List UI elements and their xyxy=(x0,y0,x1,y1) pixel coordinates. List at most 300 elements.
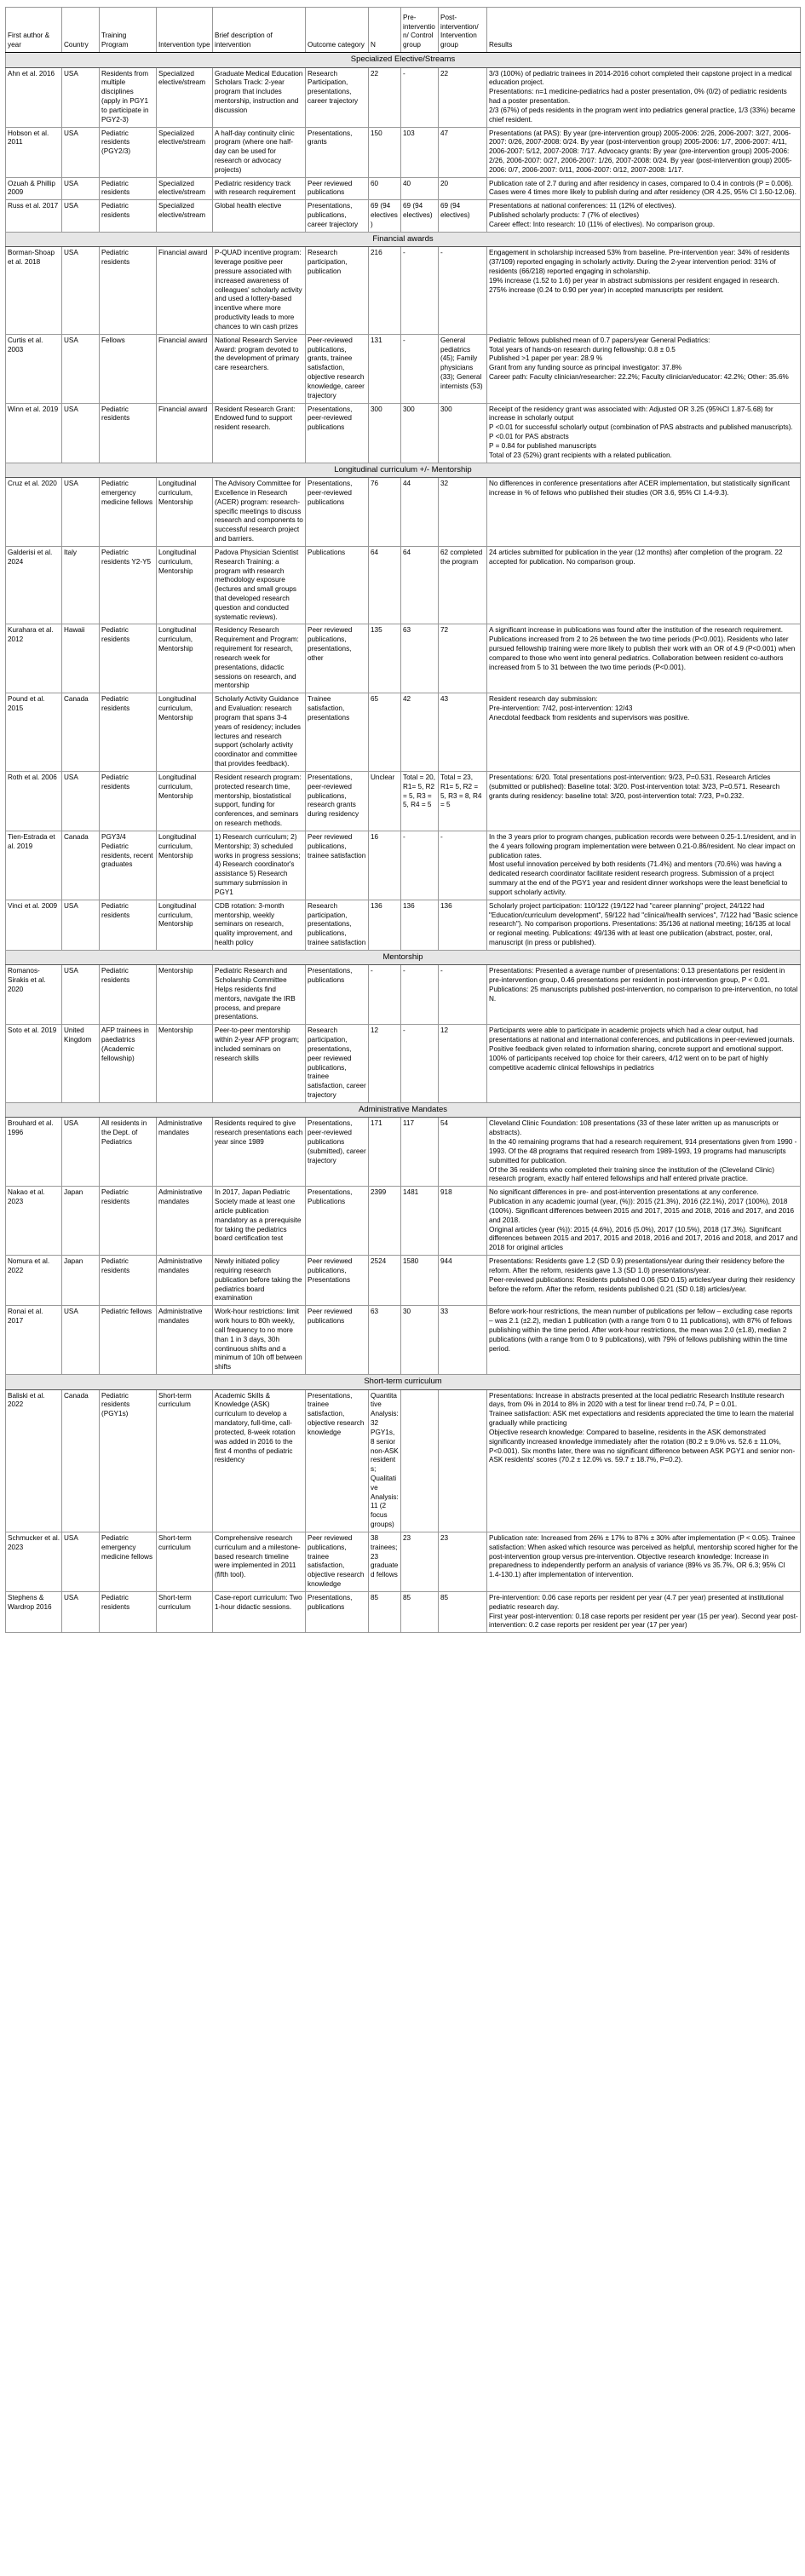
intervention-type-cell: Mentorship xyxy=(157,965,213,1025)
outcome-cell: Presentations, publications xyxy=(306,965,369,1025)
results-line: Total of 23 (52%) grant recipients with a related publication. xyxy=(489,451,672,459)
author-cell: Brouhard et al. 1996 xyxy=(6,1118,62,1187)
results-line: Total years of hands-on research during fellowship: 0.8 ± 0.5 xyxy=(489,345,676,354)
program-cell: Pediatric residents xyxy=(100,1591,157,1632)
author-cell: Curtis et al. 2003 xyxy=(6,334,62,403)
description-cell: Work-hour restrictions: limit work hours to 80h weekly, call frequency to no more than 1 in 3 days, 30h continuous shifts and a minimum of 10h off between shifts xyxy=(213,1306,306,1375)
n-cell: 65 xyxy=(369,693,401,772)
n-cell: 63 xyxy=(369,1306,401,1375)
table-row xyxy=(6,546,801,624)
country-cell: USA xyxy=(62,67,100,127)
outcome-cell: Trainee satisfaction, presentations xyxy=(306,693,369,772)
country-cell: USA xyxy=(62,1306,100,1375)
intervention-type-cell: Specialized elective/stream xyxy=(157,200,213,232)
country-cell: USA xyxy=(62,200,100,232)
header-program: Training Program xyxy=(100,8,157,53)
results-cell xyxy=(487,1256,801,1306)
results-line: No differences in conference presentations after ACER implementation, but statistically significant increase in % of fellows who published their studies (OR 3.6, 95% CI 1.4-9.3). xyxy=(489,480,791,497)
intervention-type-cell: Longitudinal curriculum, Mentorship xyxy=(157,771,213,831)
post-cell: 43 xyxy=(439,693,487,772)
outcome-cell: Peer-reviewed publications, grants, trainee satisfaction, objective research knowledge, career trajectory xyxy=(306,334,369,403)
results-line: Published >1 paper per year: 28.9 % xyxy=(489,354,603,363)
author-cell: Schmucker et al. 2023 xyxy=(6,1532,62,1591)
n-cell: 12 xyxy=(369,1025,401,1103)
n-cell: 2524 xyxy=(369,1256,401,1306)
table-row xyxy=(6,1187,801,1256)
results-line: Presentations: Residents gave 1.2 (SD 0.9) presentations/year during their residency before the reform. After the reform, residents gave 1.3 (SD 1.0) presentations/year. xyxy=(489,1257,785,1274)
section-header-row xyxy=(6,1375,801,1390)
results-line: In the 40 remaining programs that had a research requirement, 914 presentations given from 1990 - 1993. Of the 48 programs that required research from 1989-1993, 19 programs had manuscripts submitted for publication. xyxy=(489,1138,797,1164)
table-row xyxy=(6,177,801,200)
n-cell: 300 xyxy=(369,403,401,463)
country-cell: USA xyxy=(62,334,100,403)
section-title: Financial awards xyxy=(6,232,801,247)
results-cell xyxy=(487,200,801,232)
intervention-type-cell: Longitudinal curriculum, Mentorship xyxy=(157,831,213,900)
results-line: 19% increase (1.52 to 1.6) per year in abstract submissions per resident engaged in research. xyxy=(489,276,779,285)
post-cell: 22 xyxy=(439,67,487,127)
section-title: Longitudinal curriculum +/- Mentorship xyxy=(6,463,801,478)
outcome-cell: Presentations, peer-reviewed publications (submitted), career trajectory xyxy=(306,1118,369,1187)
table-row xyxy=(6,1256,801,1306)
results-line: Career effect: Into research: 10 (11% of electives). No comparison group. xyxy=(489,220,716,228)
pre-cell: - xyxy=(401,334,439,403)
results-cell xyxy=(487,624,801,693)
description-cell: Residency Research Requirement and Program: requirement for research, research week for presentations, didactic sessions on research, and mentorship xyxy=(213,624,306,693)
results-line: 3/3 (100%) of pediatric trainees in 2014-2016 cohort completed their capstone project in a medical education project. xyxy=(489,69,792,87)
description-cell: Graduate Medical Education Scholars Track: 2-year program that includes mentorship, instruction and discussion xyxy=(213,67,306,127)
results-cell xyxy=(487,67,801,127)
country-cell: USA xyxy=(62,127,100,177)
results-line: Of the 36 residents who completed their training since the institution of the (Cleveland Clinic) research program, exactly half entered fellowships and half entered private practice. xyxy=(489,1165,774,1183)
results-line: Before work-hour restrictions, the mean number of publications per fellow – excluding case reports – was 2.1 (±2.2), median 1 publication (with a range from 0 to 11 publications), with 87% of fellows publishing within the time period. After work-hour restrictions, the mean was 2.0 (±1.8), median 2 publications (with a range from 0 to 9 publications), with 79% of fellows publishing within the time period. xyxy=(489,1308,793,1353)
intervention-type-cell: Longitudinal curriculum, Mentorship xyxy=(157,624,213,693)
country-cell: USA xyxy=(62,900,100,950)
results-line: Objective research knowledge: Compared to baseline, residents in the ASK demonstrated significantly increased knowledge immediately after the rotation (80.2 ± 9.0% vs. 52.6 ± 11.0%, P<0.001). Six months later, there was no significant difference between ASK PGY1 and senior non-ASK residents' scores (70.2 ± 12.0% vs. 59.7 ± 18.7%, P=0.2). xyxy=(489,1428,796,1464)
intervention-type-cell: Administrative mandates xyxy=(157,1187,213,1256)
results-line: 275% increase (0.24 to 0.90 per year) in accepted manuscripts per resident. xyxy=(489,285,724,294)
post-cell: 20 xyxy=(439,177,487,200)
n-cell: 135 xyxy=(369,624,401,693)
n-cell: 136 xyxy=(369,900,401,950)
author-cell: Roth et al. 2006 xyxy=(6,771,62,831)
table-row xyxy=(6,67,801,127)
intervention-type-cell: Longitudinal curriculum, Mentorship xyxy=(157,900,213,950)
pre-cell: 44 xyxy=(401,478,439,547)
description-cell: Resident research program: protected research time, mentorship, biostatistical support, funding for conferences, and seminars on research methods. xyxy=(213,771,306,831)
post-cell: - xyxy=(439,831,487,900)
outcome-cell: Presentations, publications xyxy=(306,1591,369,1632)
description-cell: The Advisory Committee for Excellence in Research (ACER) program: research-specific meetings to discuss research and components to successful research project and barriers. xyxy=(213,478,306,547)
author-cell: Winn et al. 2019 xyxy=(6,403,62,463)
outcome-cell: Presentations, trainee satisfaction, objective research knowledge xyxy=(306,1389,369,1532)
program-cell: Pediatric residents xyxy=(100,900,157,950)
post-cell: 944 xyxy=(439,1256,487,1306)
description-cell: Comprehensive research curriculum and a milestone-based research timeline were implemented in 2011 (fifth tool). xyxy=(213,1532,306,1591)
table-row xyxy=(6,1306,801,1375)
n-cell: 2399 xyxy=(369,1187,401,1256)
results-cell xyxy=(487,1591,801,1632)
intervention-type-cell: Longitudinal curriculum, Mentorship xyxy=(157,478,213,547)
results-line: Scholarly project participation: 110/122 (19/122 had "career planning" project, 24/122 had "Education/curriculum development", 59/122 had "clinical/health services", 7/122 had "Basic science research"). No comparison proportions. Presentations: 35/136 at national meeting; 16/135 at local or regional meeting. Publications: 49/136 with at least one publication (abstract, poster, oral, manuscript (in press or published). xyxy=(489,901,798,946)
results-line: 24 articles submitted for publication in the year (12 months) after completion of the program. 22 accepted for publication. No comparison group. xyxy=(489,548,783,566)
intervention-type-cell: Administrative mandates xyxy=(157,1256,213,1306)
description-cell: In 2017, Japan Pediatric Society made at least one article publication mandatory as a prerequisite for taking the pediatrics board certification test xyxy=(213,1187,306,1256)
n-cell: 131 xyxy=(369,334,401,403)
description-cell: Academic Skills & Knowledge (ASK) curriculum to develop a mandatory, full-time, call-protected, 8-week rotation was added in 2016 to the first 4 months of pediatric residency xyxy=(213,1389,306,1532)
program-cell: Residents from multiple disciplines (apply in PGY1 to participate in PGY2-3) xyxy=(100,67,157,127)
pre-cell xyxy=(401,1389,439,1532)
author-cell: Vinci et al. 2009 xyxy=(6,900,62,950)
country-cell: Japan xyxy=(62,1256,100,1306)
outcome-cell: Peer reviewed publications, Presentations xyxy=(306,1256,369,1306)
pre-cell: 1580 xyxy=(401,1256,439,1306)
author-cell: Stephens & Wardrop 2016 xyxy=(6,1591,62,1632)
table-row xyxy=(6,478,801,547)
results-cell xyxy=(487,900,801,950)
results-line: Presentations: 6/20. Total presentations post-intervention: 9/23, P=0.531. Research Articles (submitted or published): Baseline total: 3/20. Post-intervention total: 3/23, P=0.571. Research grants during residency: baseline total: 3/20, post-intervention total: 7/23, P=0.232. xyxy=(489,773,780,800)
header-description: Brief description of intervention xyxy=(213,8,306,53)
pre-cell: 23 xyxy=(401,1532,439,1591)
table-row xyxy=(6,900,801,950)
results-line: 2/3 (67%) of peds residents in the program went into pediatrics general practice, 1/3 (33%) became chief resident. xyxy=(489,106,796,124)
country-cell: Canada xyxy=(62,831,100,900)
author-cell: Kurahara et al. 2012 xyxy=(6,624,62,693)
post-cell: General pediatrics (45); Family physicians (33); General internists (53) xyxy=(439,334,487,403)
table-row xyxy=(6,200,801,232)
results-cell xyxy=(487,334,801,403)
results-cell xyxy=(487,1389,801,1532)
n-cell: 150 xyxy=(369,127,401,177)
table-row xyxy=(6,831,801,900)
outcome-cell: Research Participation, presentations, career trajectory xyxy=(306,67,369,127)
pre-cell: 30 xyxy=(401,1306,439,1375)
program-cell: Pediatric residents xyxy=(100,403,157,463)
post-cell: - xyxy=(439,247,487,334)
results-cell xyxy=(487,177,801,200)
intervention-type-cell: Short-term curriculum xyxy=(157,1389,213,1532)
table-row xyxy=(6,403,801,463)
results-cell xyxy=(487,771,801,831)
n-cell: 216 xyxy=(369,247,401,334)
header-author: First author & year xyxy=(6,8,62,53)
results-line: Publication rate: Increased from 26% ± 17% to 87% ± 30% after implementation (P < 0.05). Trainee satisfaction: When asked which resource was perceived as helpful, mentorship scored higher for the post-intervention group versus pre-intervention. Objective research knowledge: Increase in preparedness to independently perform an analysis of variance (89% vs 35.7%, OR 6.3; 95% CI 1.4-130.1) after implementation of intervention. xyxy=(489,1533,798,1579)
n-cell: 64 xyxy=(369,546,401,624)
results-line: Anecdotal feedback from residents and supervisors was positive. xyxy=(489,713,690,722)
author-cell: Cruz et al. 2020 xyxy=(6,478,62,547)
program-cell: Pediatric residents xyxy=(100,200,157,232)
outcome-cell: Publications xyxy=(306,546,369,624)
results-line: Resident research day submission: xyxy=(489,695,598,704)
results-cell xyxy=(487,831,801,900)
post-cell: 136 xyxy=(439,900,487,950)
description-cell: Scholarly Activity Guidance and Evaluation: research program that spans 3-4 years of residency; includes lectures and research support (scholarly activity coordinator and committee that provides feedback). xyxy=(213,693,306,772)
outcome-cell: Presentations, peer-reviewed publications, research grants during residency xyxy=(306,771,369,831)
results-line: Presentations (at PAS): By year (pre-intervention group) 2005-2006: 2/26, 2006-2007: 3/27, 2006-2007: 0/26, 2007-2008: 0/24. By year (post-intervention group) 2005-2006: 1/7, 2006-2007: 4/11, 2006-2007: 5/12, 2007-2008: 7/17. Advocacy grants: By year (pre-intervention group) 2005-2006: 2/26, 2006-2007: 0/27, 2006-2007: 1/26, 2007-2008: 0/24. By year (post-intervention group) 2005-2006: 0/7, 2006-2007: 0/11, 2006-2007: 0/12, 2007-2008: 1/17. xyxy=(489,129,792,174)
results-cell xyxy=(487,693,801,772)
intervention-type-cell: Administrative mandates xyxy=(157,1118,213,1187)
post-cell: 33 xyxy=(439,1306,487,1375)
program-cell: Pediatric residents xyxy=(100,693,157,772)
pre-cell: Total = 20, R1= 5, R2 = 5, R3 = 5, R4 = 5 xyxy=(401,771,439,831)
pre-cell: 117 xyxy=(401,1118,439,1187)
pre-cell: - xyxy=(401,67,439,127)
description-cell: Newly initiated policy requiring research publication before taking the pediatrics board examination xyxy=(213,1256,306,1306)
header-outcome: Outcome category xyxy=(306,8,369,53)
post-cell: 918 xyxy=(439,1187,487,1256)
program-cell: Pediatric emergency medicine fellows xyxy=(100,478,157,547)
program-cell: Pediatric residents xyxy=(100,247,157,334)
author-cell: Baliski et al. 2022 xyxy=(6,1389,62,1532)
pre-cell: 103 xyxy=(401,127,439,177)
country-cell: USA xyxy=(62,177,100,200)
results-line: Pre-intervention: 0.06 case reports per resident per year (4.7 per year) presented at institutional pediatric research day. xyxy=(489,1593,784,1611)
results-line: P <0.01 for successful scholarly output (combination of PAS abstracts and published manuscripts). xyxy=(489,423,793,432)
program-cell: Pediatric residents xyxy=(100,177,157,200)
program-cell: Pediatric residents (PGY2/3) xyxy=(100,127,157,177)
author-cell: Nakao et al. 2023 xyxy=(6,1187,62,1256)
n-cell: 171 xyxy=(369,1118,401,1187)
program-cell: AFP trainees in paediatrics (Academic fellowship) xyxy=(100,1025,157,1103)
pre-cell: - xyxy=(401,831,439,900)
country-cell: Canada xyxy=(62,1389,100,1532)
country-cell: United Kingdom xyxy=(62,1025,100,1103)
results-line: Presentations: Presented a average number of presentations: 0.13 presentations per resident in pre-intervention group, 0.46 presentations per resident in post-intervention group, P < 0.01. Publications: 25 manuscripts published post-intervention, no comparison to pre-intervention, no total N. xyxy=(489,967,798,1003)
post-cell: 54 xyxy=(439,1118,487,1187)
outcome-cell: Presentations, peer-reviewed publications xyxy=(306,478,369,547)
section-header-row xyxy=(6,950,801,965)
results-line: Receipt of the residency grant was associated with: Adjusted OR 3.25 (95%CI 1.87-5.68) for increase in scholarly output xyxy=(489,405,773,423)
intervention-type-cell: Short-term curriculum xyxy=(157,1591,213,1632)
section-title: Short-term curriculum xyxy=(6,1375,801,1390)
results-cell xyxy=(487,1187,801,1256)
results-line: Career path: Faculty clinician/researcher: 22.2%; Faculty clinician/educator: 42.2%; Other: 35.6% xyxy=(489,373,789,382)
n-cell: Unclear xyxy=(369,771,401,831)
section-header-row xyxy=(6,463,801,478)
post-cell: 72 xyxy=(439,624,487,693)
description-cell: P-QUAD incentive program: leverage positive peer pressure associated with increased awareness of colleagues' scholarly activity and used a lottery-based incentive where more productivity leads to more chances to win cash prizes xyxy=(213,247,306,334)
post-cell: - xyxy=(439,965,487,1025)
results-line: Grant from any funding source as principal investigator: 37.8% xyxy=(489,364,682,372)
evidence-table xyxy=(5,7,801,1633)
header-n: N xyxy=(369,8,401,53)
results-line: Presentations at national conferences: 11 (12% of electives). xyxy=(489,202,676,210)
outcome-cell: Presentations, Publications xyxy=(306,1187,369,1256)
description-cell: Peer-to-peer mentorship within 2-year AFP program; included seminars on research skills xyxy=(213,1025,306,1103)
outcome-cell: Peer reviewed publications xyxy=(306,177,369,200)
outcome-cell: Research participation, presentations, publications, trainee satisfaction xyxy=(306,900,369,950)
results-line: Publication rate of 2.7 during and after residency in cases, compared to 0.4 in controls (P = 0.006). Cases were 4 times more likely to publish during and after residency (OR 4.25, 95% CI 1.50-12.06). xyxy=(489,179,796,197)
n-cell: - xyxy=(369,965,401,1025)
results-cell xyxy=(487,965,801,1025)
results-line: Original articles (year (%)): 2015 (4.6%), 2016 (5.0%), 2017 (10.5%), 2018 (17.3%). Significant differences between 2015 and 2017, 2015 and 2018, 2016 and 2017, 2016 and 2018, and 2017 and 2018 for original articles xyxy=(489,1225,798,1252)
program-cell: Pediatric residents xyxy=(100,771,157,831)
outcome-cell: Peer reviewed publications, presentations, other xyxy=(306,624,369,693)
table-row xyxy=(6,247,801,334)
results-line: Presentations: Increase in abstracts presented at the local pediatric Research Institute research days, from 0% in 2014 to 8% in 2020 with a test for linear trend r=0.74, P = 0.01. xyxy=(489,1391,785,1409)
results-cell xyxy=(487,1025,801,1103)
table-row xyxy=(6,771,801,831)
author-cell: Russ et al. 2017 xyxy=(6,200,62,232)
table-row xyxy=(6,334,801,403)
post-cell: 62 completed the program xyxy=(439,546,487,624)
program-cell: All residents in the Dept. of Pediatrics xyxy=(100,1118,157,1187)
country-cell: Canada xyxy=(62,693,100,772)
author-cell: Pound et al. 2015 xyxy=(6,693,62,772)
table-row xyxy=(6,127,801,177)
n-cell: 16 xyxy=(369,831,401,900)
program-cell: Pediatric residents (PGY1s) xyxy=(100,1389,157,1532)
program-cell: Pediatric residents xyxy=(100,1256,157,1306)
section-title: Administrative Mandates xyxy=(6,1102,801,1118)
results-cell xyxy=(487,1118,801,1187)
program-cell: Pediatric residents xyxy=(100,1187,157,1256)
post-cell xyxy=(439,1389,487,1532)
n-cell: 22 xyxy=(369,67,401,127)
outcome-cell: Research participation, presentations, peer reviewed publications, trainee satisfaction, career trajectory xyxy=(306,1025,369,1103)
author-cell: Soto et al. 2019 xyxy=(6,1025,62,1103)
outcome-cell: Research participation, publication xyxy=(306,247,369,334)
results-line: Pediatric fellows published mean of 0.7 papers/year General Pediatrics: xyxy=(489,336,710,344)
post-cell: Total = 23, R1= 5, R2 = 5, R3 = 8, R4 = 5 xyxy=(439,771,487,831)
post-cell: 32 xyxy=(439,478,487,547)
results-line: Cleveland Clinic Foundation: 108 presentations (33 of these later written up as manuscripts or abstracts). xyxy=(489,1119,779,1137)
intervention-type-cell: Financial award xyxy=(157,403,213,463)
results-cell xyxy=(487,247,801,334)
intervention-type-cell: Specialized elective/stream xyxy=(157,67,213,127)
results-cell xyxy=(487,1306,801,1375)
program-cell: Pediatric residents xyxy=(100,965,157,1025)
results-line: P <0.01 for PAS abstracts xyxy=(489,433,569,441)
outcome-cell: Peer reviewed publications, trainee satisfaction xyxy=(306,831,369,900)
description-cell: Pediatric Research and Scholarship Committee Helps residents find mentors, navigate the IRB process, and prepare presentations. xyxy=(213,965,306,1025)
pre-cell: 136 xyxy=(401,900,439,950)
pre-cell: 85 xyxy=(401,1591,439,1632)
table-row xyxy=(6,1532,801,1591)
pre-cell: 40 xyxy=(401,177,439,200)
results-line: Engagement in scholarship increased 53% from baseline. Pre-intervention year: 34% of residents (37/109) reported engaging in scholarly activity. During the 2-year intervention period: 31% of residents (66/218) reported engaging in scholarship. xyxy=(489,249,790,275)
results-line: Published scholarly products: 7 (7% of electives) xyxy=(489,211,640,220)
country-cell: Italy xyxy=(62,546,100,624)
intervention-type-cell: Longitudinal curriculum, Mentorship xyxy=(157,693,213,772)
country-cell: USA xyxy=(62,1532,100,1591)
description-cell: Pediatric residency track with research requirement xyxy=(213,177,306,200)
country-cell: USA xyxy=(62,1591,100,1632)
pre-cell: - xyxy=(401,247,439,334)
country-cell: USA xyxy=(62,771,100,831)
table-body xyxy=(6,53,801,1633)
results-cell xyxy=(487,478,801,547)
pre-cell: - xyxy=(401,1025,439,1103)
description-cell: 1) Research curriculum; 2) Mentorship; 3) scheduled works in progress sessions; 4) Research coordinator's assistance 5) Research summary submission in PGY1 xyxy=(213,831,306,900)
pre-cell: 300 xyxy=(401,403,439,463)
section-title: Mentorship xyxy=(6,950,801,965)
results-line: P = 0.84 for published manuscripts xyxy=(489,441,597,450)
outcome-cell: Peer reviewed publications, trainee satisfaction, objective research knowledge xyxy=(306,1532,369,1591)
results-cell xyxy=(487,546,801,624)
description-cell: A half-day continuity clinic program (where one half-day can be used for research or advocacy projects) xyxy=(213,127,306,177)
outcome-cell: Peer reviewed publications xyxy=(306,1306,369,1375)
header-row xyxy=(6,8,801,53)
author-cell: Borman-Shoap et al. 2018 xyxy=(6,247,62,334)
program-cell: Pediatric residents Y2-Y5 xyxy=(100,546,157,624)
intervention-type-cell: Administrative mandates xyxy=(157,1306,213,1375)
description-cell: Global health elective xyxy=(213,200,306,232)
intervention-type-cell: Mentorship xyxy=(157,1025,213,1103)
pre-cell: 1481 xyxy=(401,1187,439,1256)
results-line: First year post-intervention: 0.18 case reports per resident per year (15 per year). Second year post-intervention: 0.2 case reports per resident per year (17 per year) xyxy=(489,1612,798,1630)
section-header-row xyxy=(6,53,801,68)
post-cell: 85 xyxy=(439,1591,487,1632)
country-cell: USA xyxy=(62,247,100,334)
results-line: No significant differences in pre- and post-intervention presentations at any conference. xyxy=(489,1188,759,1197)
description-cell: Residents required to give research presentations each year since 1989 xyxy=(213,1118,306,1187)
author-cell: Hobson et al. 2011 xyxy=(6,127,62,177)
author-cell: Galderisi et al. 2024 xyxy=(6,546,62,624)
header-intervention-type: Intervention type xyxy=(157,8,213,53)
results-line: Presentations: n=1 medicine-pediatrics had a poster presentation, 0% (0/2) of pediatric residents had a poster presentation. xyxy=(489,88,787,106)
table-row xyxy=(6,1118,801,1187)
n-cell: 60 xyxy=(369,177,401,200)
table-row xyxy=(6,624,801,693)
section-title: Specialized Elective/Streams xyxy=(6,53,801,68)
intervention-type-cell: Specialized elective/stream xyxy=(157,127,213,177)
intervention-type-cell: Short-term curriculum xyxy=(157,1532,213,1591)
post-cell: 12 xyxy=(439,1025,487,1103)
author-cell: Nomura et al. 2022 xyxy=(6,1256,62,1306)
results-line: Trainee satisfaction: ASK met expectations and residents appreciated the time to learn the material gradually while practicing xyxy=(489,1410,794,1428)
description-cell: Padova Physician Scientist Research Training: a program with research methodology exposure (lectures and small groups that developed research question and conducted systematic reviews). xyxy=(213,546,306,624)
section-header-row xyxy=(6,232,801,247)
results-line: Most useful innovation perceived by both residents (71.4%) and mentors (70.6%) was having a dedicated research coordinator facilitate resident research progress. Submission of a project summary at the end of the PGY1 year and resident dinner workshops were the least beneficial to support scholarly activity. xyxy=(489,860,788,896)
author-cell: Ahn et al. 2016 xyxy=(6,67,62,127)
table-row xyxy=(6,1025,801,1103)
outcome-cell: Presentations, grants xyxy=(306,127,369,177)
section-header-row xyxy=(6,1102,801,1118)
results-line: Positive feedback given related to information sharing, concrete support and emotional support. xyxy=(489,1044,784,1053)
country-cell: Japan xyxy=(62,1187,100,1256)
author-cell: Ronai et al. 2017 xyxy=(6,1306,62,1375)
table-row xyxy=(6,1591,801,1632)
table-row xyxy=(6,693,801,772)
author-cell: Tien-Estrada et al. 2019 xyxy=(6,831,62,900)
country-cell: USA xyxy=(62,478,100,547)
results-line: Participants were able to participate in academic projects which had a clear output, had presentations at national and international conferences, and publications in peer-reviewed journals. xyxy=(489,1026,795,1044)
header-results: Results xyxy=(487,8,801,53)
program-cell: Pediatric emergency medicine fellows xyxy=(100,1532,157,1591)
intervention-type-cell: Longitudinal curriculum, Mentorship xyxy=(157,546,213,624)
post-cell: 23 xyxy=(439,1532,487,1591)
program-cell: Pediatric fellows xyxy=(100,1306,157,1375)
table-row xyxy=(6,1389,801,1532)
author-cell: Ozuah & Phillip 2009 xyxy=(6,177,62,200)
description-cell: Resident Research Grant: Endowed fund to support resident research. xyxy=(213,403,306,463)
pre-cell: 69 (94 electives) xyxy=(401,200,439,232)
results-line: Publication in any academic journal (year, (%)): 2015 (21.3%), 2016 (22.1%), 2017 (100%), 2018 (100%). Significant differences between 2015 and 2017, 2015 and 2018, 2016 and 2017, and 2016 and 2018. xyxy=(489,1198,795,1224)
author-cell: Romanos-Sirakis et al. 2020 xyxy=(6,965,62,1025)
n-cell: 85 xyxy=(369,1591,401,1632)
header-pre: Pre-intervention/ Control group xyxy=(401,8,439,53)
intervention-type-cell: Financial award xyxy=(157,334,213,403)
results-line: A significant increase in publications was found after the institution of the research requirement. Publications increased from 2 to 26 between the two time periods (P<0.001). Residents who later pursued fellowship training were more likely to publish their work with an OR of 4.9 (P<0.001) when compared to those who went into general pediatrics. Collaboration between resident co-authors increased from 5 to 31 between the two time periods (P<0.001). xyxy=(489,626,796,671)
post-cell: 300 xyxy=(439,403,487,463)
program-cell: Pediatric residents xyxy=(100,624,157,693)
results-line: 100% of participants received top choice for their careers, 4/12 went on to be part of highly competitive academic clinical fellowships in pediatrics xyxy=(489,1054,768,1072)
n-cell: 69 (94 electives) xyxy=(369,200,401,232)
description-cell: Case-report curriculum: Two 1-hour didactic sessions. xyxy=(213,1591,306,1632)
table-row xyxy=(6,965,801,1025)
results-line: In the 3 years prior to program changes, publication records were between 0.25-1.1/resident, and in the 4 years following program implementation were between 0.21-0.86/resident. No clear impact on publication rates. xyxy=(489,832,796,860)
